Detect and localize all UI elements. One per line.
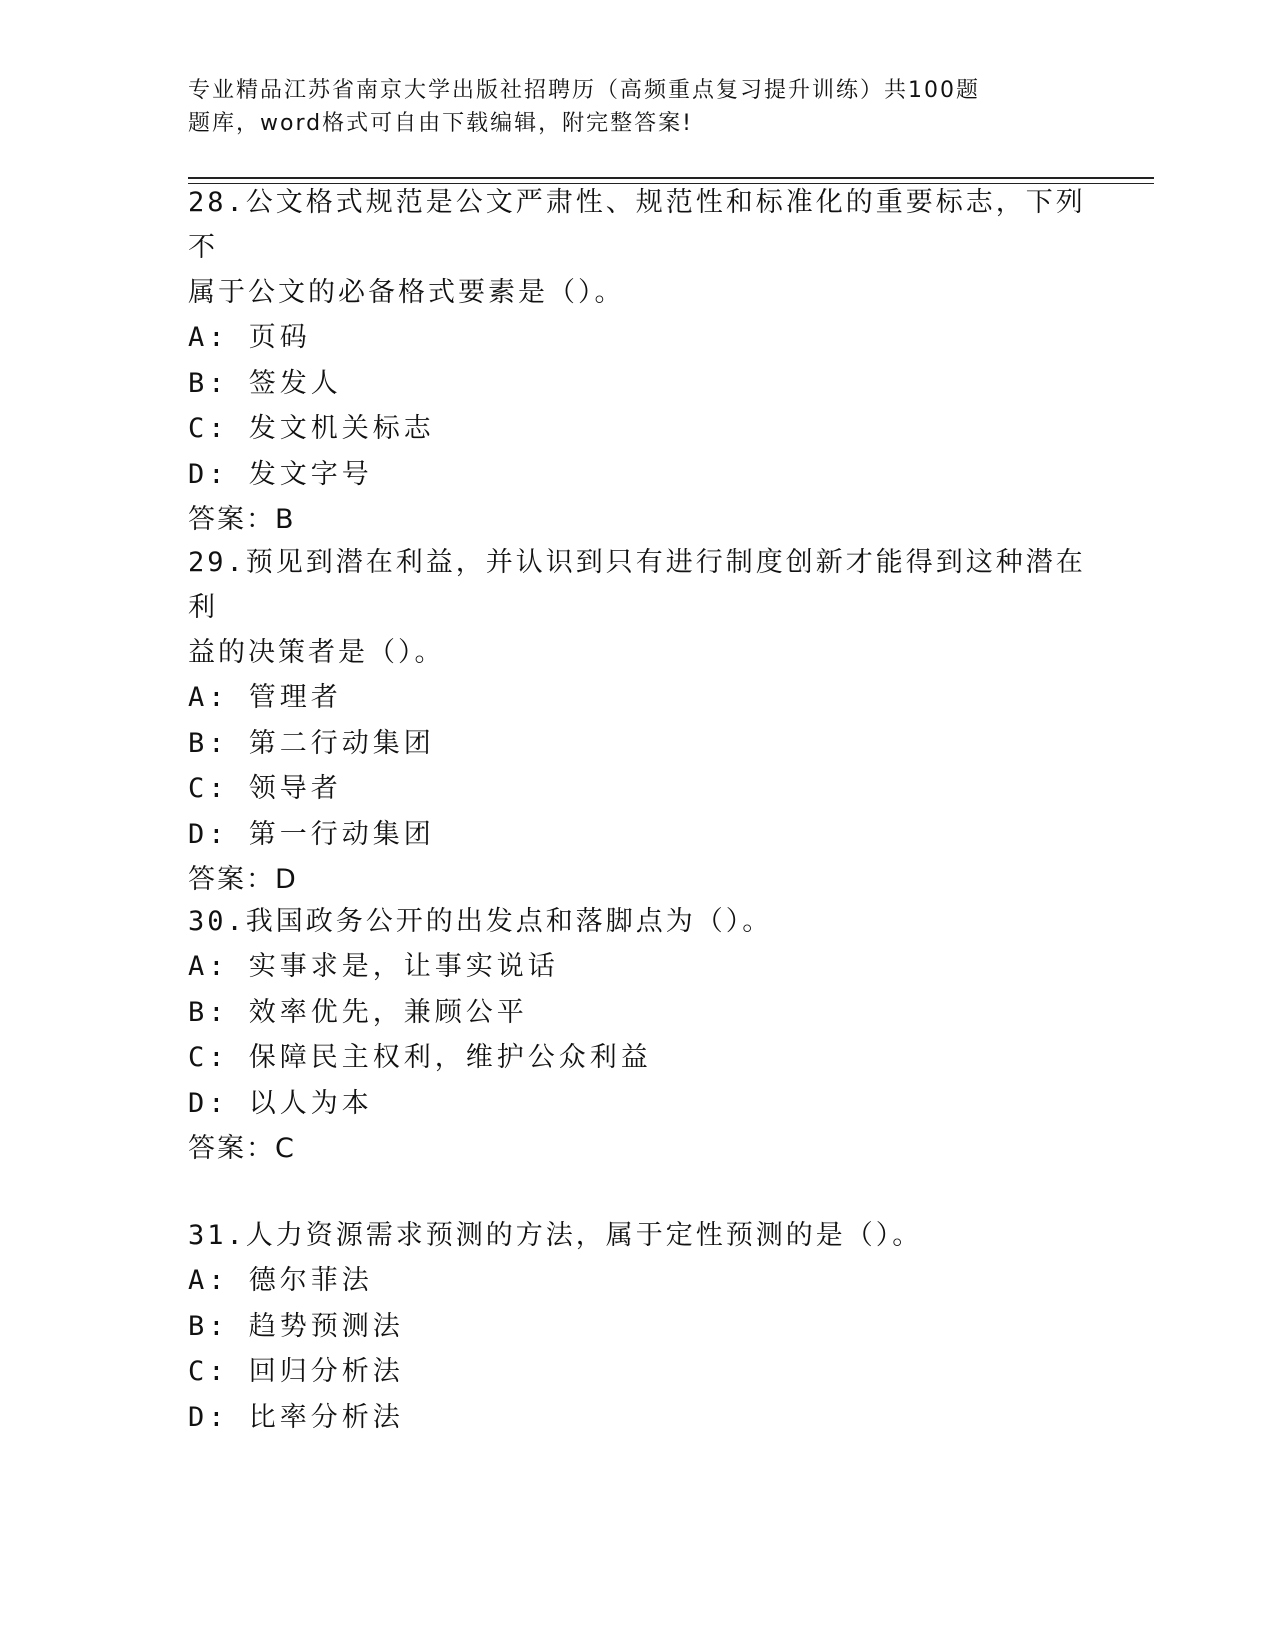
- option-b: B: 效率优先，兼顾公平: [188, 996, 528, 1028]
- option-a: A: 德尔菲法: [188, 1265, 373, 1296]
- option-a: A: 页码: [188, 322, 311, 353]
- option-d: D: 发文字号: [188, 458, 373, 490]
- question-stem-line-1: 29.预见到潜在利益，并认识到只有进行制度创新才能得到这种潜在利: [188, 547, 1086, 623]
- option-a: A: 管理者: [188, 682, 342, 713]
- option-a: A: 实事求是，让事实说话: [188, 951, 559, 982]
- question-stem-line-2: 益的决策者是（）。: [188, 637, 445, 668]
- document-header: [188, 74, 1028, 140]
- option-d: D: 以人为本: [188, 1087, 373, 1119]
- option-c: C: 发文机关标志: [188, 413, 435, 444]
- option-c: C: 领导者: [188, 773, 342, 804]
- question-stem-line-1: 28.公文格式规范是公文严肃性、规范性和标准化的重要标志，下列不: [188, 187, 1086, 263]
- header-rule-thick: [188, 177, 1154, 179]
- question-stem-line-2: 属于公文的必备格式要素是（）。: [188, 277, 625, 308]
- header-line-1: 专业精品江苏省南京大学出版社招聘历（高频重点复习提升训练）共100题: [188, 78, 980, 103]
- option-b: B: 签发人: [188, 367, 342, 399]
- answer: 答案：C: [188, 1133, 296, 1164]
- option-d: D: 第一行动集团: [188, 818, 435, 850]
- answer: 答案：B: [188, 504, 296, 535]
- question-stem-line-1: 31.人力资源需求预测的方法，属于定性预测的是（）。: [188, 1220, 923, 1251]
- header-line-2: 题库，word格式可自由下载编辑，附完整答案!: [188, 111, 693, 136]
- question-29: [188, 540, 1088, 902]
- option-b: B: 趋势预测法: [188, 1310, 404, 1342]
- question-30: [188, 899, 1088, 1171]
- question-stem-line-1: 30.我国政务公开的出发点和落脚点为（）。: [188, 906, 773, 937]
- option-d: D: 比率分析法: [188, 1401, 404, 1433]
- question-31: [188, 1213, 1088, 1440]
- answer: 答案：D: [188, 864, 298, 895]
- option-b: B: 第二行动集团: [188, 727, 435, 759]
- option-c: C: 回归分析法: [188, 1356, 404, 1387]
- question-28: [188, 180, 1088, 542]
- option-c: C: 保障民主权利，维护公众利益: [188, 1042, 652, 1073]
